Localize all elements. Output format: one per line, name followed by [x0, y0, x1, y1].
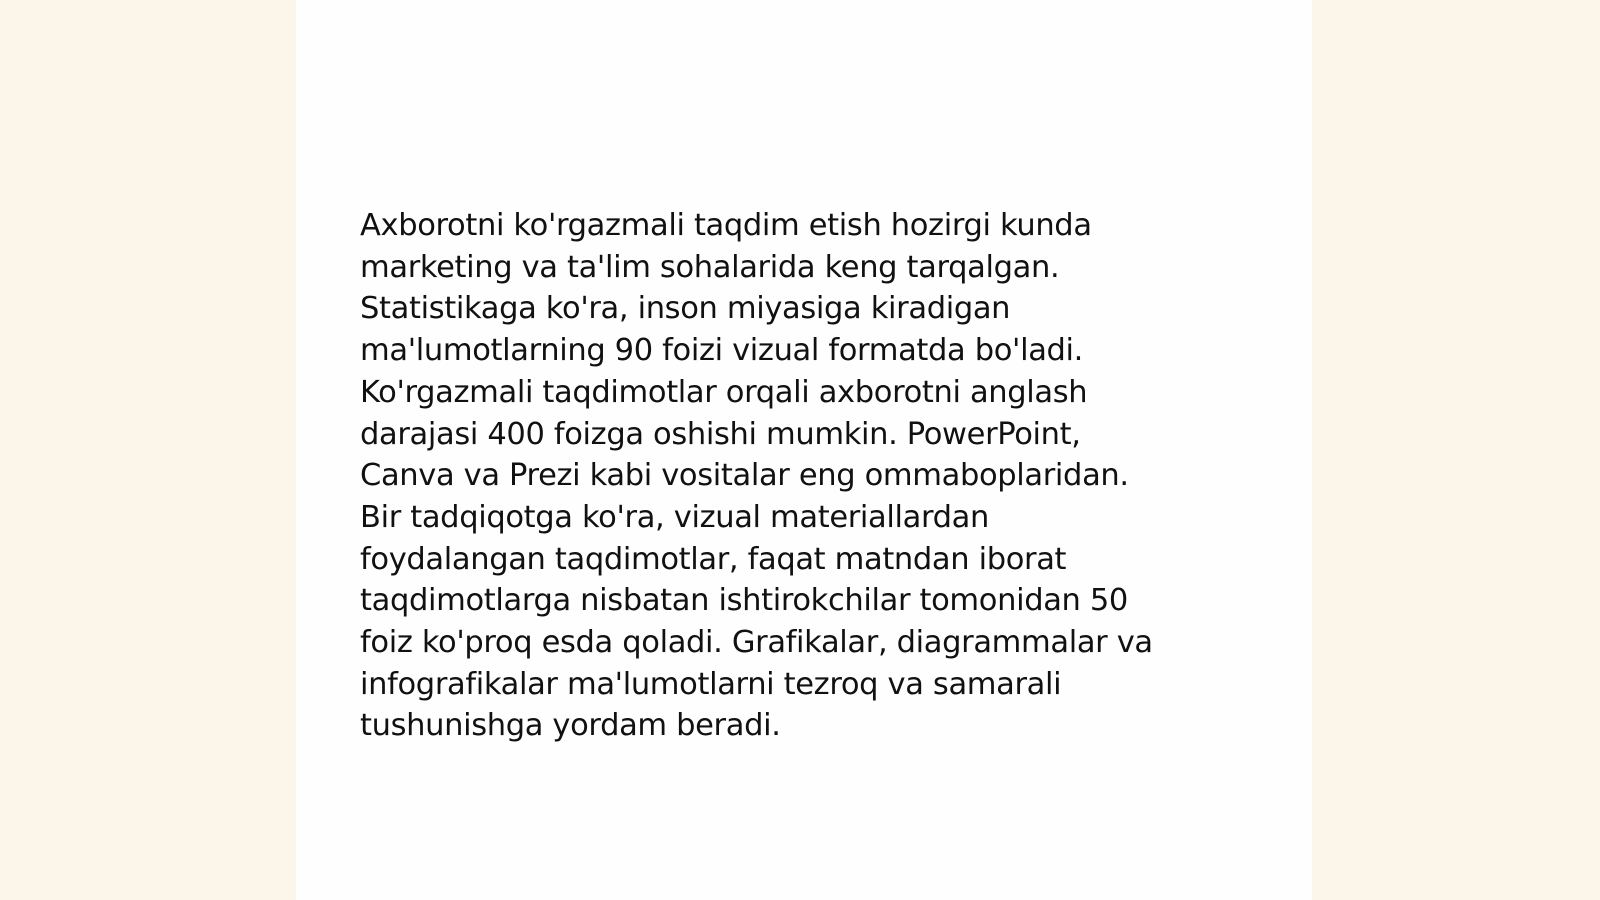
slide-card [296, 0, 1312, 900]
right-margin-background [1312, 0, 1600, 900]
left-margin-background [0, 0, 296, 900]
slide-body-text: Axborotni ko'rgazmali taqdim etish hozirgi kunda marketing va ta'lim sohalarida keng tarqalgan. Statistikaga ko'ra, inson miyasiga kiradigan ma'lumotlarning 90 foizi vizual formatda bo'ladi. Ko'rgazmali taqdimotlar orqali axborotni anglash darajasi 400 foizga oshishi mumkin. PowerPoint, Canva va Prezi kabi vositalar eng ommaboplaridan. Bir tadqiqotga ko'ra, vizual materiallardan foydalangan taqdimotlar, faqat matndan iborat taqdimotlarga nisbatan ishtirokchilar tomonidan 50 foiz ko'proq esda qoladi. Grafikalar, diagrammalar va infografikalar ma'lumotlarni tezroq va samarali tushunishga yordam beradi. [360, 208, 1153, 744]
